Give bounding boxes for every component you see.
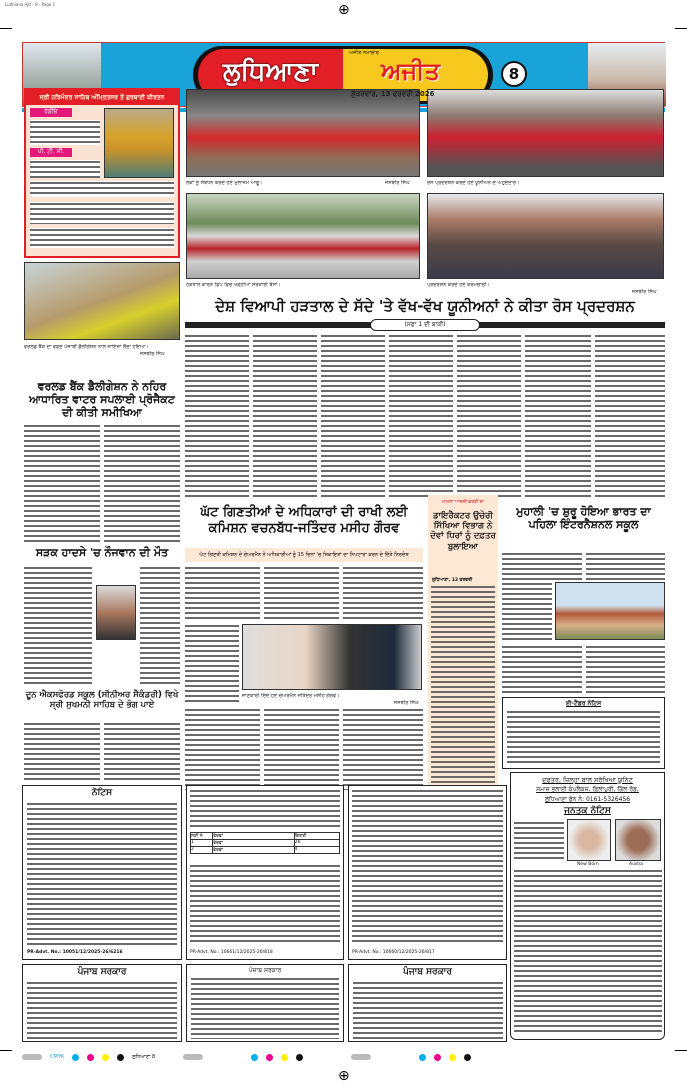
radio-label: ਰੇਡੀਓ	[30, 108, 72, 117]
photo-credit: ਜਸਬੀਰ ਸਿੰਘ	[385, 180, 410, 186]
school-photo	[555, 582, 665, 640]
headline: ਸੜਕ ਹਾਦਸੇ 'ਚ ਨੌਜਵਾਨ ਦੀ ਮੌਤ	[35, 546, 169, 559]
newborn-photo	[567, 819, 611, 861]
body-text-block	[24, 722, 100, 780]
public-notice-ad	[510, 772, 665, 1040]
body-text-block	[190, 789, 340, 829]
items-table: ਲੜੀ ਨੰ ਵੇਰਵਾ ਗਿਣਤੀ 1 ਵੇਰਵਾ 26 2 ਵੇਰਵਾ 4	[190, 832, 340, 854]
body-text-block	[507, 710, 660, 766]
subheadline: ਘੱਟ ਗਿਣਤੀ ਕਮਿਸ਼ਨ ਦੇ ਚੇਅਰਮੈਨ ਨੇ ਅਧਿਕਾਰੀਆਂ ਨੂੰ 15 ਦਿਨਾਂ 'ਚ ਸ਼ਿਕਾਇਤਾਂ ਦਾ ਨਿਪਟਾਰਾ ਕਰਨ ਦੇ ਦਿੱਤੇ ਨਿਰਦੇਸ਼	[185, 548, 423, 562]
body-text-block	[253, 334, 317, 498]
ad-title: ਪੰਜਾਬ ਸਰਕਾਰ	[248, 967, 282, 974]
dateline: ਲੁਧਿਆਣਾ, 12 ਫਰਵਰੀ	[432, 578, 473, 583]
tender-ad	[186, 785, 344, 960]
slug-line: Ludhiana Ajit - 8 - Page 1	[5, 2, 56, 7]
body-text-block	[27, 802, 177, 947]
body-text-block	[457, 334, 521, 498]
main-headline: ਦੇਸ਼ ਵਿਆਪੀ ਹੜਤਾਲ ਦੇ ਸੱਦੇ 'ਤੇ ਵੱਖ-ਵੱਖ ਯੂਨੀਅਨਾਂ ਨੇ ਕੀਤਾ ਰੋਸ ਪ੍ਰਦਰਸ਼ਨ	[215, 297, 635, 315]
photo-label: New Born	[577, 862, 599, 867]
body-text-block	[502, 582, 552, 642]
body-text-block	[595, 334, 665, 498]
body-text-block	[30, 120, 100, 145]
child-photo	[615, 819, 661, 861]
crop-mark	[0, 28, 12, 29]
photo-label: Ausha	[629, 862, 643, 867]
body-text-block	[27, 981, 177, 1039]
pr-number: PR-Advt. No.: 10051/12/2025-26/6216	[27, 950, 123, 955]
ad-title: ਪੰਜਾਬ ਸਰਕਾਰ	[403, 967, 452, 977]
registration-mark: ⊕	[338, 1068, 350, 1084]
body-text-block	[343, 566, 423, 622]
punjab-govt-ad	[22, 964, 182, 1042]
golden-temple-photo	[104, 108, 174, 178]
headline: ਦੂਨ ਐਕਸਫੋਰਡ ਸਕੂਲ (ਸੀਨੀਅਰ ਸੈਕੰਡਰੀ) ਵਿਖੇ ਸ੍ਰੀ ਸੁਖਮਨੀ ਸਾਹਿਬ ਦੇ ਭੋਗ ਪਾਏ	[25, 690, 179, 711]
body-text-block	[525, 334, 591, 498]
body-text-block	[514, 869, 662, 1035]
body-text-block	[185, 708, 260, 790]
headline: ਡਾਇਰੈਕਟਰ ਉਚੇਰੀ ਸਿੱਖਿਆ ਵਿਭਾਗ ਨੇ ਦੋਵਾਂ ਧਿਰਾਂ ਨੂੰ ਦਫ਼ਤਰ ਬੁਲਾਇਆ	[430, 511, 496, 552]
body-text-block	[514, 821, 564, 861]
tagline: ਅਜੀਤ ਸਮਾਚਾਰ	[349, 50, 379, 56]
photo-caption: ਰੋਸ ਪ੍ਰਦਰਸ਼ਨ ਕਰਦੇ ਹੋਏ ਯੂਨੀਅਨ ਦੇ ਅਹੁਦੇਦਾਰ।	[427, 180, 520, 186]
body-text-block	[352, 789, 503, 944]
body-text-block	[191, 977, 339, 1039]
body-text-block	[104, 424, 180, 544]
registration-mark: ⊕	[338, 2, 350, 18]
photo-caption: ਪ੍ਰਦਰਸ਼ਨ ਕਰਦੇ ਹੋਏ ਕਰਮਚਾਰੀ।	[427, 282, 490, 288]
body-text-block	[185, 624, 239, 704]
protest-photo	[427, 193, 664, 279]
body-text-block	[389, 334, 453, 498]
body-text-block	[586, 552, 665, 580]
govt-ad	[348, 785, 507, 960]
office-name: ਦਫ਼ਤਰ, ਜ਼ਿਲ੍ਹਾ ਬਾਲ ਸੁਰੱਖਿਆ ਯੂਨਿਟ	[542, 776, 633, 784]
crop-mark	[675, 28, 687, 29]
buses-photo	[186, 193, 420, 279]
photo-caption: ਲੋਕਾਂ ਨੂੰ ਸੰਬੋਧਨ ਕਰਦੇ ਹੋਏ ਮੁਲਾਜ਼ਮ ਆਗੂ।	[186, 180, 263, 186]
continued-label: (ਸਫਾ 1 ਦੀ ਬਾਕੀ)	[370, 319, 480, 331]
body-text-block	[185, 334, 249, 498]
protest-photo	[427, 89, 664, 177]
kicker: ਮਾਮਲਾ ਆਰਜ਼ੀ ਭਰਤੀ ਦਾ	[442, 500, 484, 505]
crop-mark	[0, 1050, 12, 1051]
body-text-block	[30, 160, 100, 178]
body-text-block	[431, 585, 495, 785]
notice-title: ਨੋਟਿਸ	[91, 788, 113, 798]
body-text-block	[185, 566, 260, 622]
photo-caption: ਹੜਤਾਲ ਕਾਰਨ ਡਿਪੋ ਵਿਚ ਖੜ੍ਹੀਆਂ ਸਰਕਾਰੀ ਬੱਸਾਂ।	[186, 282, 281, 288]
body-text-block	[343, 708, 423, 790]
photo-credit: ਜਸਬੀਰ ਸਿੰਘ	[632, 289, 657, 295]
protest-photo	[186, 89, 420, 177]
body-text-block	[30, 181, 174, 197]
punjab-govt-ad	[348, 964, 507, 1042]
ad-title: ਪੰਜਾਬ ਸਰਕਾਰ	[77, 967, 127, 977]
date: ਸ਼ੁੱਕਰਵਾਰ, 13 ਫਰਵਰੀ 2026	[351, 90, 435, 98]
photo-caption: ਜਾਣਕਾਰੀ ਦਿੰਦੇ ਹੋਏ ਚੇਅਰਮੈਨ ਜਤਿੰਦਰ ਮਸੀਹ ਗੌਰਵ।	[242, 693, 340, 699]
headline: ਘੱਟ ਗਿਣਤੀਆਂ ਦੇ ਅਧਿਕਾਰਾਂ ਦੀ ਰਾਖੀ ਲਈ ਕਮਿਸ਼ਨ ਵਚਨਬੱਧ-ਜਤਿੰਦਰ ਮਸੀਹ ਗੌਰਵ	[200, 505, 408, 536]
punjab-govt-ad	[186, 964, 344, 1042]
body-text-block	[502, 552, 582, 580]
headline: ਵਰਲਡ ਬੈਂਕ ਡੈਲੀਗੇਸ਼ਨ ਨੇ ਨਹਿਰ ਆਧਾਰਿਤ ਵਾਟਰ ਸਪਲਾਈ ਪ੍ਰੋਜੈਕਟ ਦੀ ਕੀਤੀ ਸਮੀਖਿਆ	[29, 380, 175, 420]
notice-title: ਈ-ਟੈਂਡਰ ਨੋਟਿਸ	[565, 700, 602, 707]
ad-title: ਸ੍ਰੀ ਹਰਿਮੰਦਰ ਸਾਹਿਬ ਅੰਮ੍ਰਿਤਸਰ ਤੋਂ ਗੁਰਬਾਣੀ ਕੀਰਤਨ	[26, 90, 178, 105]
body-text-block	[264, 566, 339, 622]
color-registration-bar: CMYK ਲੁਧਿਆਣਾ 8	[22, 1052, 665, 1062]
body-text-block	[586, 645, 665, 693]
notice-ad	[22, 785, 182, 960]
body-text-block	[24, 424, 100, 544]
pr-number: PR-Advt. No.: 10661/12/2025-26/818	[190, 950, 273, 955]
notice-title: ਜਨਤਕ ਨੋਟਿਸ	[564, 806, 611, 816]
body-text-block	[502, 645, 582, 693]
kirtan-ad	[24, 88, 180, 258]
body-text-block	[353, 981, 503, 1039]
paper-name: ਅਜੀਤ	[381, 57, 440, 85]
body-text-block	[264, 708, 339, 790]
ptc-label: ਪੀ. ਟੀ. ਸੀ.	[30, 148, 72, 157]
story-sidebar	[428, 495, 498, 790]
tender-notice	[502, 697, 665, 769]
body-text-block	[140, 566, 180, 686]
body-text-block	[104, 722, 180, 780]
photo-caption: ਵਰਲਡ ਬੈਂਕ ਦਾ ਵਫ਼ਦ ਪੰਜਾਬੀ ਡੈਲੀਗੇਸ਼ਨ ਨਾਲ ਜਾਇਜ਼ਾ ਲੈਂਦਾ ਹੋਇਆ।	[24, 344, 149, 350]
body-text-block	[30, 228, 174, 248]
office-phone: ਲੁਧਿਆਣਾ ਫੋਨ ਨੰ: 0161-5326456	[544, 796, 631, 803]
body-text-block	[321, 334, 385, 498]
press-conference-photo	[242, 624, 422, 690]
body-text-block	[190, 864, 340, 944]
photo-credit: ਜਸਬੀਰ ਸਿੰਘ	[394, 700, 419, 706]
photo-credit: ਜਸਬੀਰ ਸਿੰਘ	[140, 351, 165, 357]
crop-mark	[675, 1050, 687, 1051]
headline: ਮੁਹਾਲੀ 'ਚ ਸ਼ੁਰੂ ਹੋਇਆ ਭਾਰਤ ਦਾ ਪਹਿਲਾ ਇੰਟਰਨੈਸ਼ਨਲ ਸਕੂਲ	[516, 505, 651, 532]
victim-photo	[96, 585, 136, 640]
page-number: 8	[501, 61, 527, 87]
city-name: ਲੁਧਿਆਣਾ	[223, 57, 318, 87]
world-bank-photo	[24, 262, 180, 340]
office-address: ਸਮਾਜ ਭਲਾਈ ਕੰਪਲੈਕਸ, ਫ਼ਿਲਾਪੁਰੀ, ਗਿੱਲ ਰੋਡ,	[536, 786, 639, 793]
pr-number: PR-Advt. No.: 10660/12/2025-26/817	[352, 950, 435, 955]
body-text-block	[24, 566, 92, 686]
body-text-block	[30, 202, 174, 224]
